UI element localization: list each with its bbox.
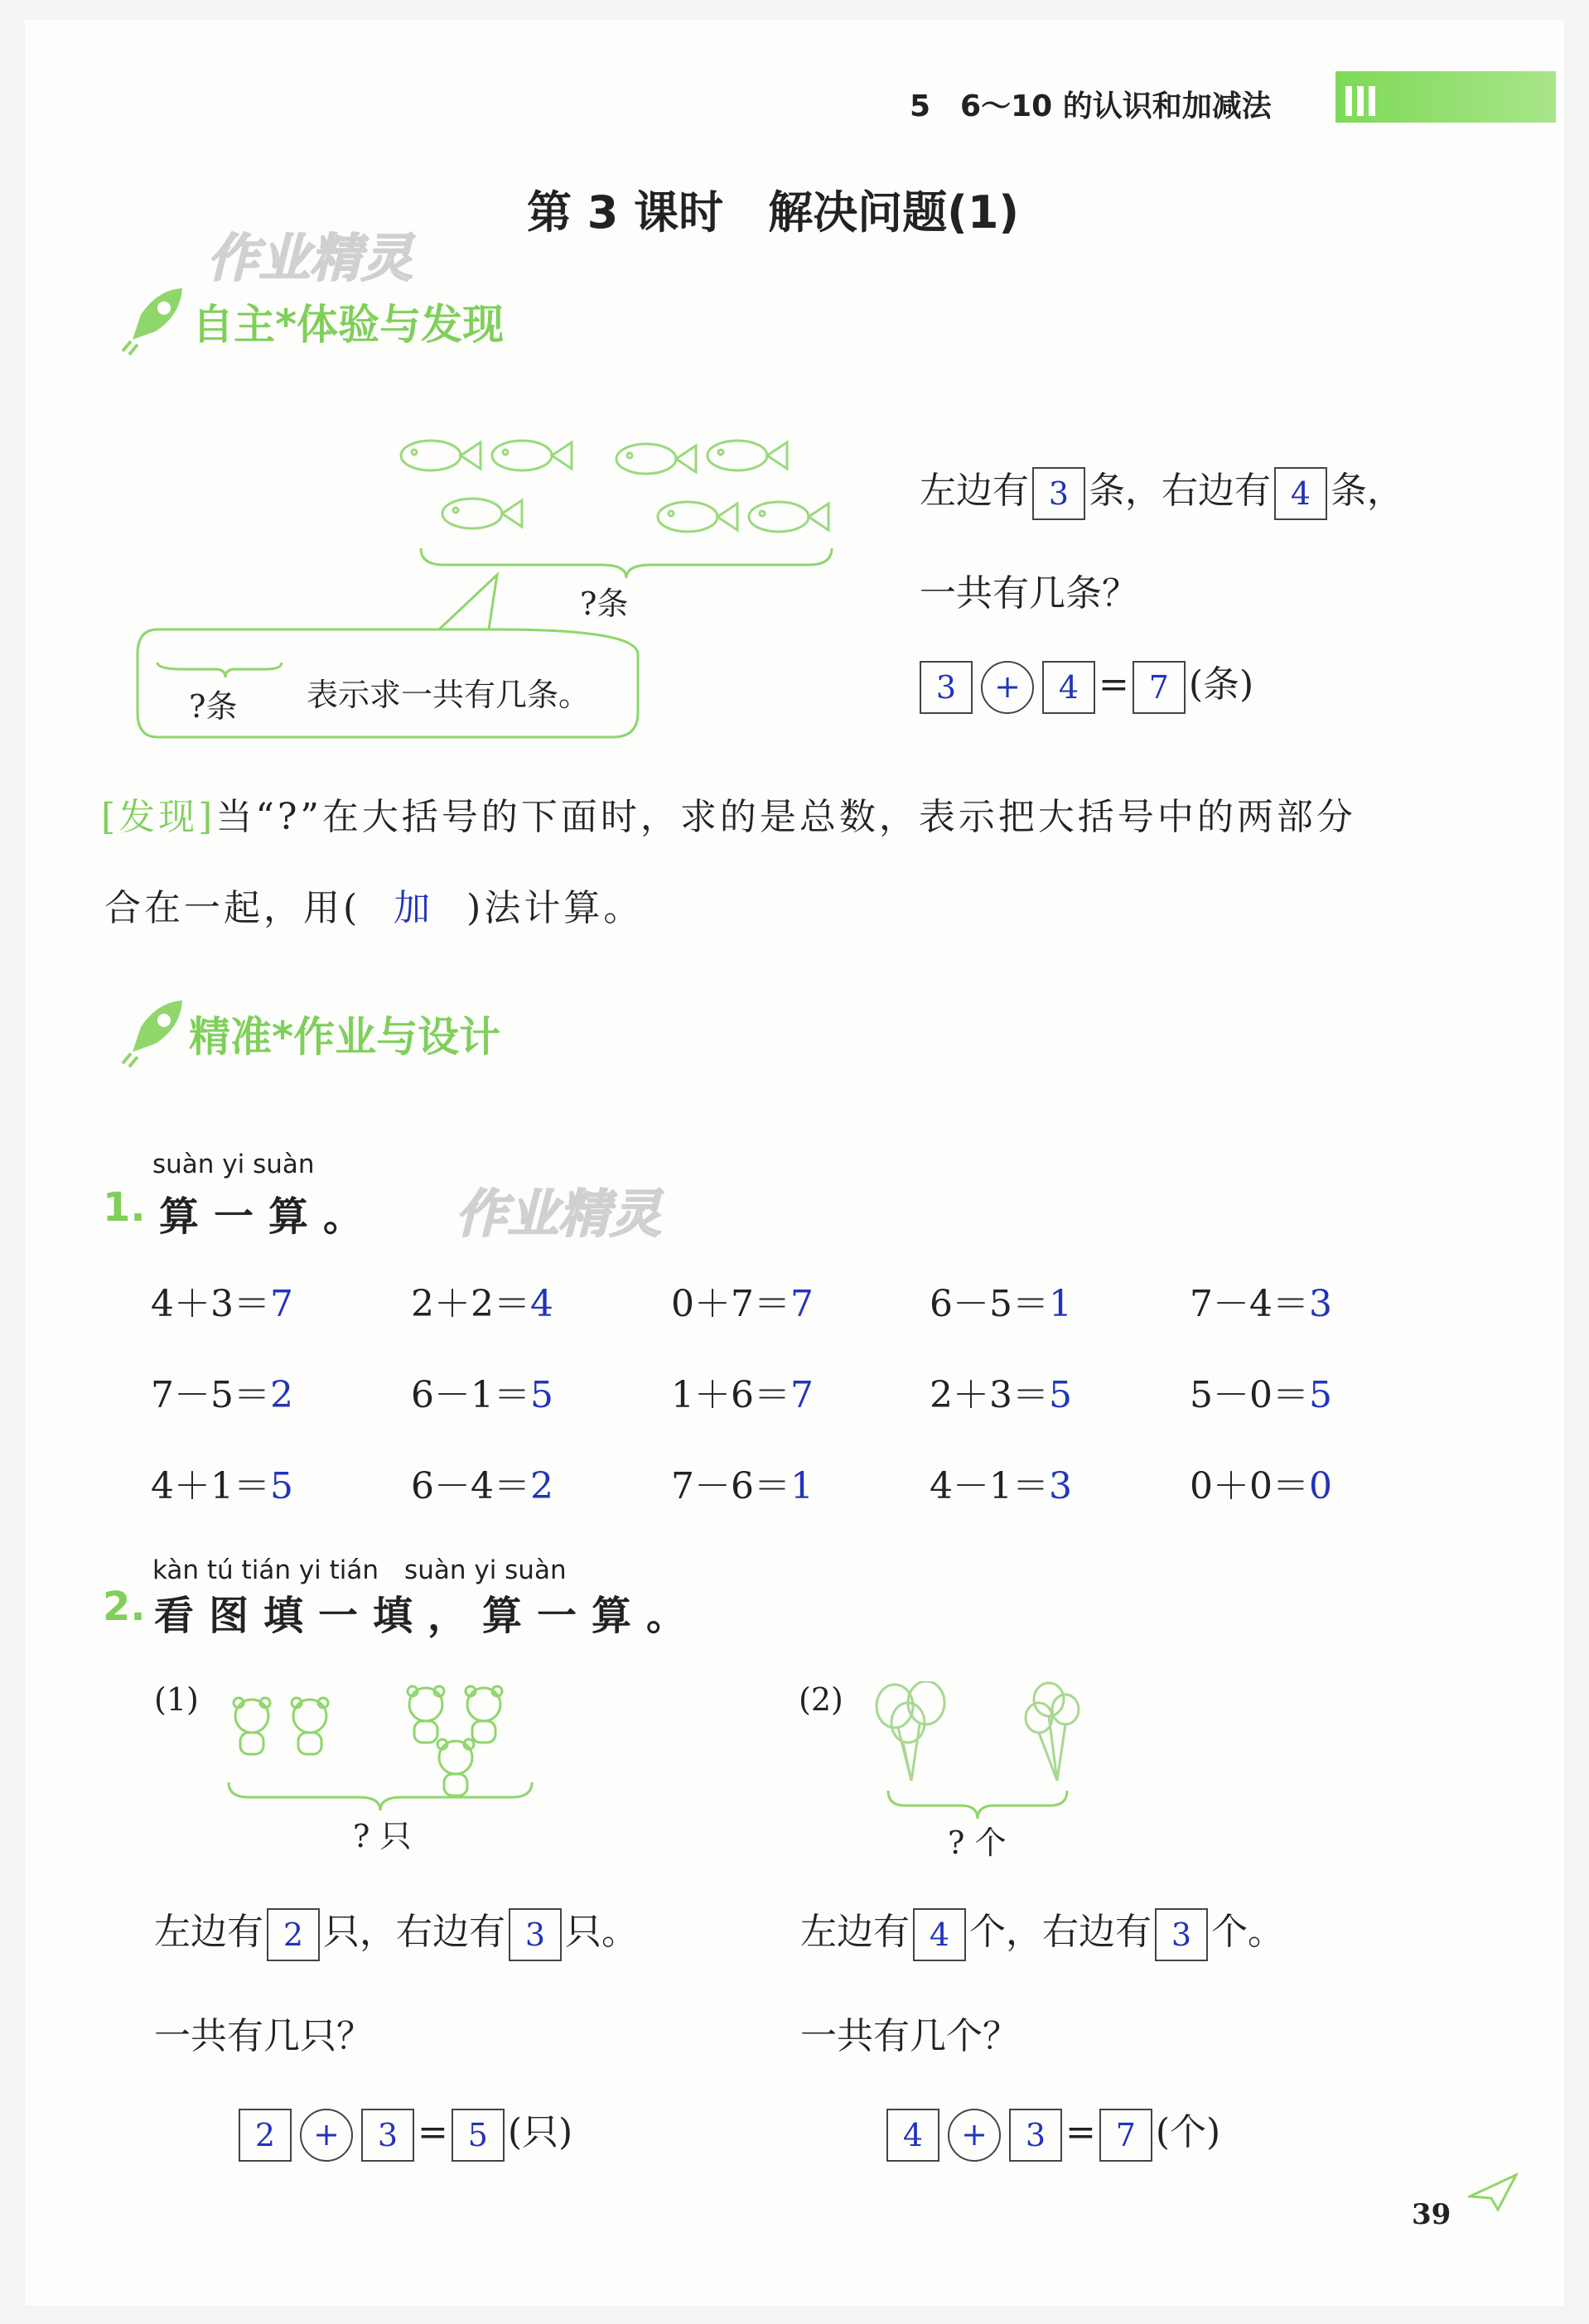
discovery-tag: [发现] [101,796,216,838]
header-bar [1335,71,1556,123]
q2-number: 2. [103,1584,146,1630]
q2-p1-equation: 2 + 3 = 5 (只) [235,2102,572,2162]
discovery-line1: [发现]当“?”在大括号的下面时，求的是总数，表示把大括号中的两部分 [101,796,1356,838]
balloon-group-icon [862,1681,1085,1792]
fish-group-icon [389,431,837,558]
brace-label: ?条 [580,586,629,622]
q2-title: 看图填一填，算一算。 [154,1593,702,1639]
q2-p2-question: 一共有几个？ [800,2015,1019,2057]
lesson-title: 第 3 课时 解决问题(1) [527,186,1020,239]
q1-pinyin: suàn yi suàn [152,1150,315,1179]
rocket-icon [116,994,191,1072]
q2-p1-label: (1) [154,1681,199,1718]
q2-p1-question: 一共有几只？ [154,2015,373,2057]
left-count-box: 3 [1032,467,1085,520]
q1-row: 4＋3＝7 2＋2＝4 0＋7＝7 6－5＝1 7－4＝3 [151,1283,1332,1325]
q1-number: 1. [103,1184,146,1231]
right-count-box: 4 [1274,467,1327,520]
section-title-practice: 精准*作业与设计 [189,1013,501,1061]
q1-row: 4＋1＝5 6－4＝2 7－6＝1 4－1＝3 0＋0＝0 [151,1465,1332,1507]
discovery-answer: 加 [394,887,434,929]
watermark: 作业精灵 [456,1184,662,1244]
q1-row: 7－5＝2 6－1＝5 1＋6＝7 2＋3＝5 5－0＝5 [151,1374,1332,1416]
example-equation: 3 + 4 = 7 (条) [916,654,1253,714]
q1-grid [151,1274,1393,1547]
example-line1: 左边有 3 条，右边有 4 条， [920,460,1403,520]
section-title-explore: 自主*体验与发现 [192,301,505,349]
watermark: 作业精灵 [207,228,413,288]
unit-header: 5 6～10 的认识和加减法 [910,89,1272,123]
q2-p1-line1: 左边有 2 只，右边有 3 只。 [154,1902,638,1961]
q2-p1-brace-label: ? 只 [353,1818,412,1854]
example-question: 一共有几条？ [920,572,1138,615]
note-brace-label: ?条 [189,688,238,725]
note-text: 表示求一共有几条。 [307,677,591,713]
q2-p2-label: (2) [799,1681,843,1718]
page-number: 39 [1412,2198,1451,2231]
q2-p2-line1: 左边有 4 个，右边有 3 个。 [800,1902,1284,1961]
paper-plane-icon [1468,2172,1518,2216]
discovery-line2: 合在一起，用( 加 )法计算。 [104,887,644,929]
q2-p2-brace-label: ? 个 [948,1825,1007,1861]
q2-p2-equation: 4 + 3 = 7 (个) [883,2102,1220,2162]
rocket-icon [116,282,191,359]
q1-title: 算一算。 [159,1193,379,1240]
q2-pinyin: kàn tú tián yi tián suàn yi suàn [152,1555,567,1585]
note-bubble [133,563,646,757]
